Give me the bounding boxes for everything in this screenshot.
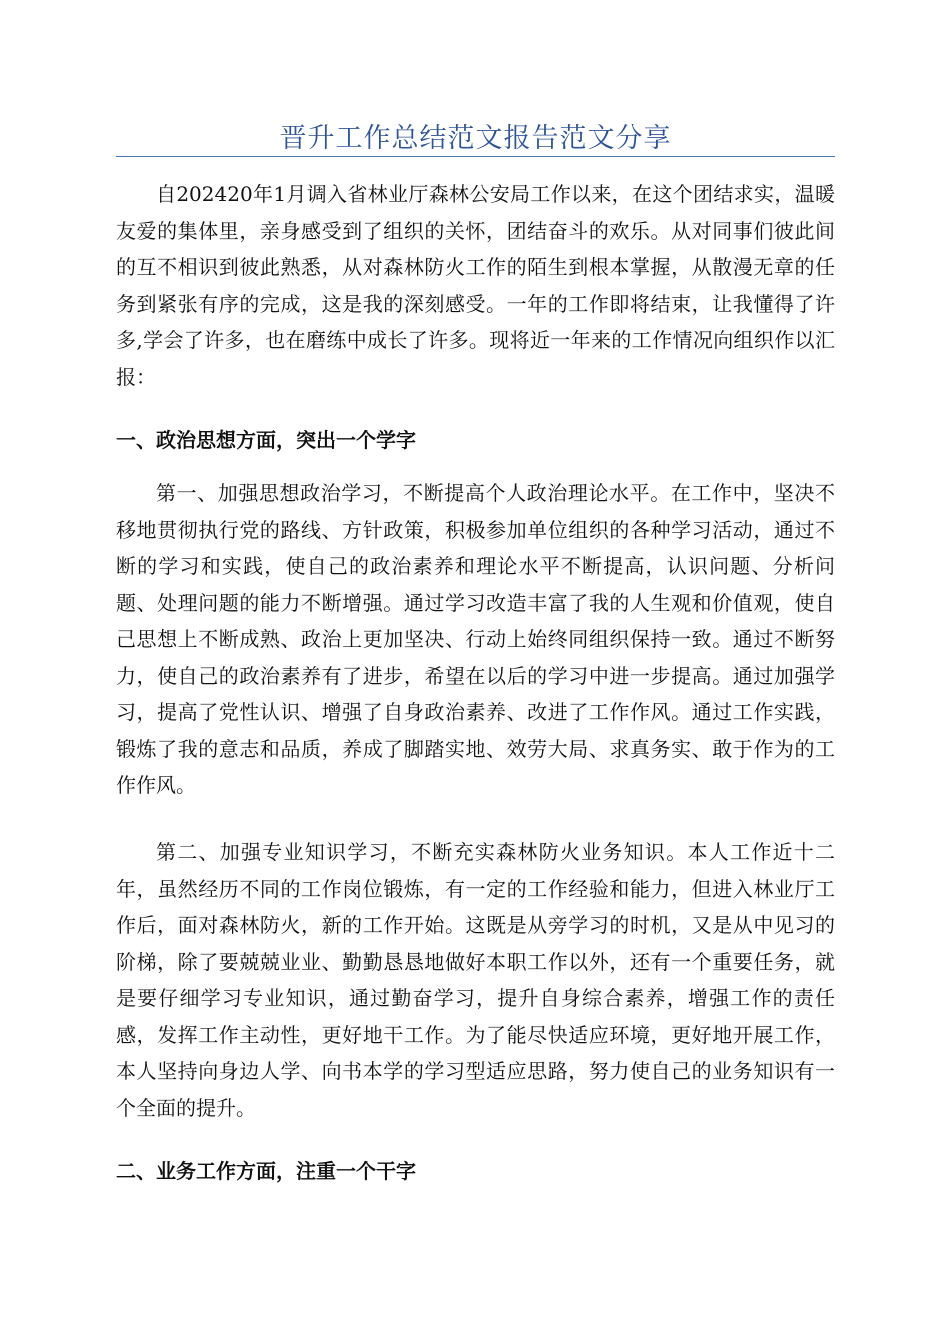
section1-paragraph-1: 第一、加强思想政治学习，不断提高个人政治理论水平。在工作中，坚决不移地贯彻执行党的路线、方针政策，积极参加单位组织的各种学习活动，通过不断的学习和实践，使自己的政治素养和理论水平不断提高，认识问题、分析问题、处理问题的能力不断增强。通过学习改造丰富了我的人生观和价值观，使自己思想上不断成熟、政治上更加坚决、行动上始终同组织保持一致。通过不断努力，使自己的政治素养有了进步，希望在以后的学习中进一步提高。通过加强学习，提高了党性认识、增强了自身政治素养、改进了工作作风。通过工作实践，锻炼了我的意志和品质，养成了脚踏实地、效劳大局、求真务实、敢于作为的工作作风。 [116, 481, 835, 797]
document-title: 晋升工作总结范文报告范文分享 [279, 123, 672, 154]
section-heading-politics: 一、政治思想方面，突出一个学字 [116, 428, 416, 452]
intro-paragraph: 自202420年1月调入省林业厅森林公安局工作以来，在这个团结求实，温暖友爱的集体里，亲身感受到了组织的关怀，团结奋斗的欢乐。从对同事们彼此间的互不相识到彼此熟悉，从对森林防火工作的陌生到根本掌握，从散漫无章的任务到紧张有序的完成，这是我的深刻感受。一年的工作即将结束，让我懂得了许多,学会了许多，也在磨练中成长了许多。现将近一年来的工作情况向组织作以汇报： [116, 182, 835, 389]
title-block [116, 108, 835, 157]
section1-paragraph-2: 第二、加强专业知识学习，不断充实森林防火业务知识。本人工作近十二年，虽然经历不同的工作岗位锻炼，有一定的工作经验和能力，但进入林业厅工作后，面对森林防火，新的工作开始。这既是从旁学习的时机，又是从中见习的阶梯，除了要兢兢业业、勤勤恳恳地做好本职工作以外，还有一个重要任务，就是要仔细学习专业知识，通过勤奋学习，提升自身综合素养，增强工作的责任感，发挥工作主动性，更好地干工作。为了能尽快适应环境，更好地开展工作，本人坚持向身边人学、向书本学的学习型适应思路，努力使自己的业务知识有一个全面的提升。 [116, 840, 835, 1120]
section-heading-business: 二、业务工作方面，注重一个干字 [116, 1159, 416, 1183]
